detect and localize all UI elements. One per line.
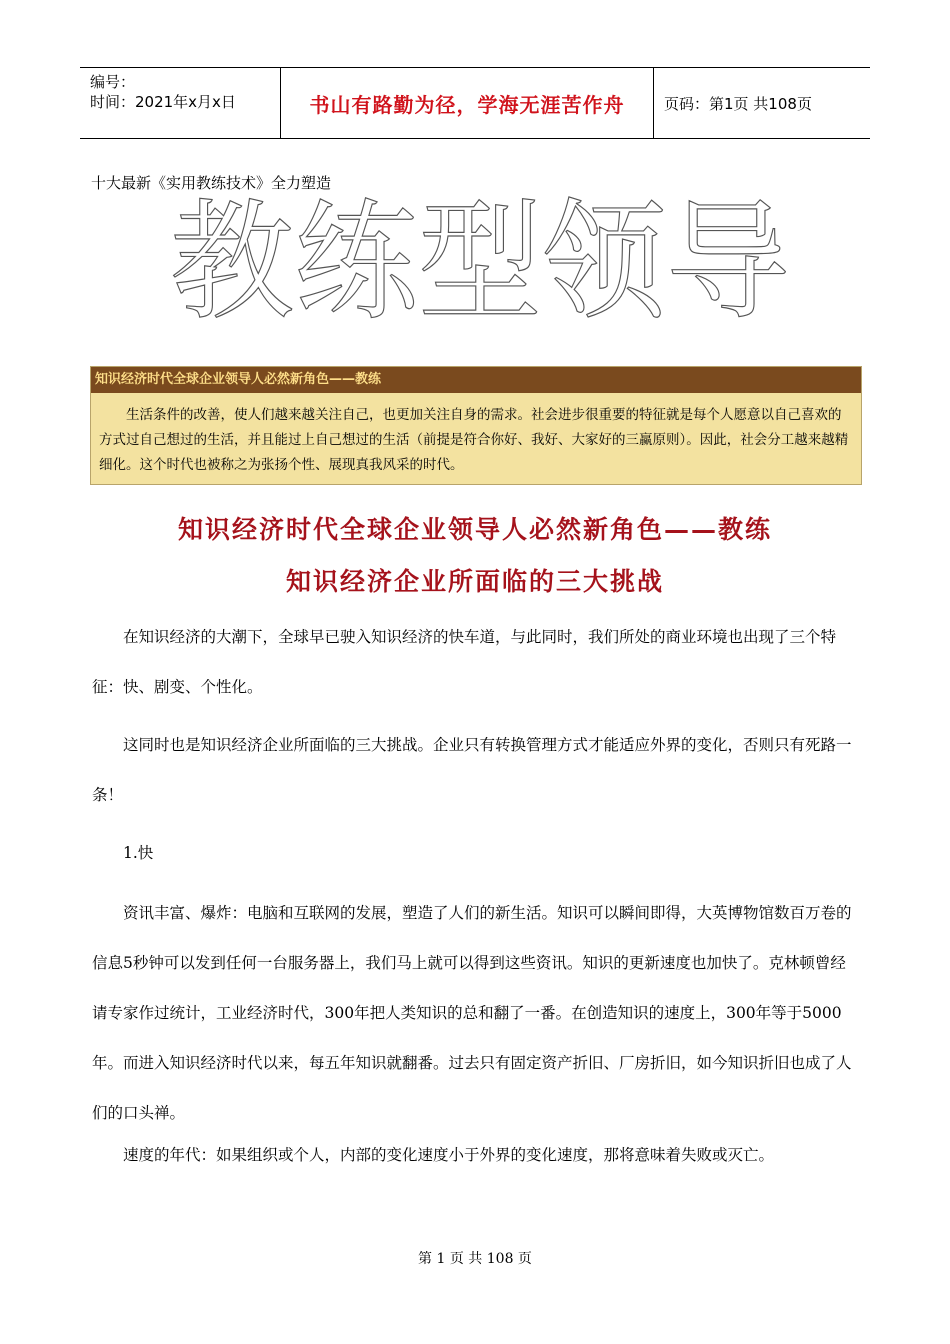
date-label: 时间：2021年x月x日 — [90, 93, 236, 111]
document-subtitle: 十大最新《实用教练技术》全力塑造 — [91, 174, 332, 192]
paragraph: 资讯丰富、爆炸：电脑和互联网的发展，塑造了人们的新生活。知识可以瞬间即得，大英博物馆数百万卷的信息5秒钟可以发到任何一台服务器上，我们马上就可以得到这些资讯。知识的更新速度也加快了。克林顿曾经请专家作过统计，工业经济时代，300年把人类知识的总和翻了一番。在创造知识的速度上，300年等于5000年。而进入知识经济时代以来，每五年知识就翻番。过去只有固定资产折旧、厂房折旧，如今知识折旧也成了人们的口头禅。 — [92, 904, 852, 1122]
intro-box-heading: 知识经济时代全球企业领导人必然新角色——教练 — [91, 367, 861, 393]
header-page-info: 页码：第1页 共108页 — [664, 94, 812, 113]
header-motto: 书山有路勤为径，学海无涯苦作舟 — [280, 68, 654, 138]
outline-title — [160, 182, 800, 337]
section-heading: 1.快 — [123, 844, 154, 862]
main-title-1: 知识经济时代全球企业领导人必然新角色——教练 — [177, 515, 772, 544]
main-title-2: 知识经济企业所面临的三大挑战 — [285, 567, 664, 596]
page-footer: 第 1 页 共 108 页 — [418, 1251, 532, 1267]
paragraph: 这同时也是知识经济企业所面临的三大挑战。企业只有转换管理方式才能适应外界的变化，否则只有死路一条！ — [92, 736, 852, 804]
intro-box — [90, 366, 862, 485]
paragraph: 在知识经济的大潮下，全球早已驶入知识经济的快车道，与此同时，我们所处的商业环境也出现了三个特征：快、剧变、个性化。 — [92, 628, 837, 696]
intro-box-body: 生活条件的改善，使人们越来越关注自己，也更加关注自身的需求。社会进步很重要的特征就是每个人愿意以自己喜欢的方式过自己想过的生活，并且能过上自己想过的生活（前提是符合你好、我好、大家好的三赢原则）。因此，社会分工越来越精细化。这个时代也被称之为张扬个性、展现真我风采的时代。 — [91, 393, 861, 484]
document-header — [80, 67, 870, 139]
header-meta — [80, 68, 280, 138]
outline-title-text: 教练型领导 — [170, 186, 790, 337]
serial-label: 编号： — [90, 73, 136, 91]
paragraph: 速度的年代：如果组织或个人，内部的变化速度小于外界的变化速度，那将意味着失败或灭亡。 — [123, 1146, 775, 1164]
